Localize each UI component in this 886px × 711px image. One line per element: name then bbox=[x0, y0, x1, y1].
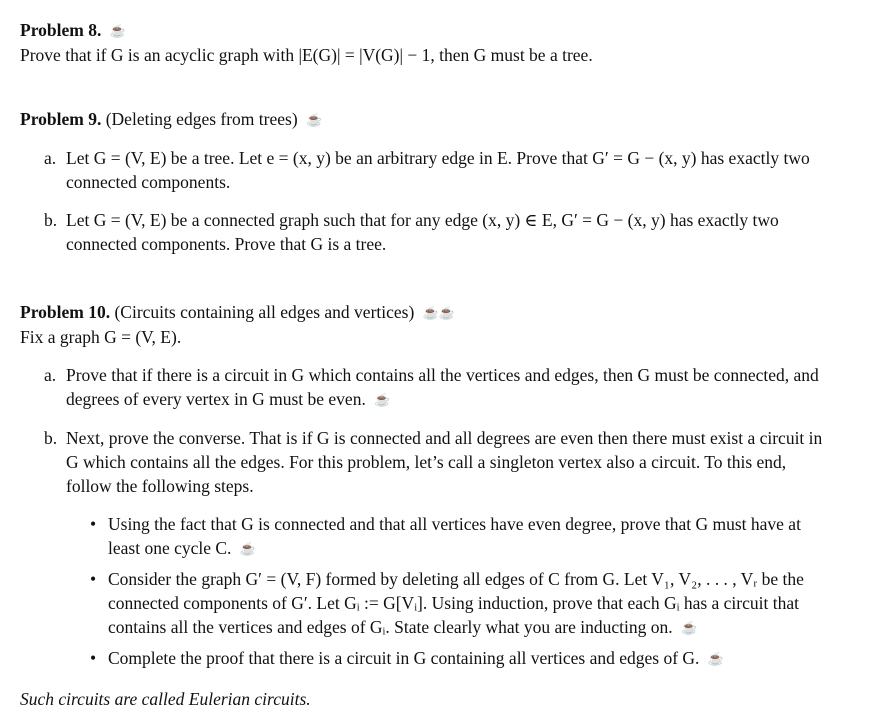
coffee-cup-icon: ☕☕ bbox=[422, 305, 456, 320]
part-label: b. bbox=[44, 210, 58, 230]
part-text: Let G = (V, E) be a tree. Let e = (x, y) be an arbitrary edge in E. Prove that G′ = G − (x, y) has exactly two connected components. bbox=[66, 148, 810, 192]
step-list bbox=[20, 512, 830, 671]
closing-note: Such circuits are called Eulerian circuits. bbox=[20, 689, 311, 709]
problem-10-part-a bbox=[20, 363, 830, 412]
coffee-cup-icon: ☕ bbox=[306, 112, 323, 127]
part-label: a. bbox=[44, 148, 57, 168]
problem-9-title: Problem 9. bbox=[20, 109, 102, 129]
problem-9-subtitle: (Deleting edges from trees) bbox=[105, 109, 298, 129]
problem-10-title: Problem 10. bbox=[20, 302, 111, 322]
part-label: a. bbox=[44, 365, 57, 385]
coffee-cup-icon: ☕ bbox=[109, 23, 126, 38]
list-item: • Consider the graph G′ = (V, F) formed by deleting all edges of C from G. Let V₁, V₂, . . . , Vᵣ be the connected components of G′. Let Gᵢ := G[Vᵢ]. Using induction, prove that each Gᵢ has a circuit that contains all the vertices and edges of Gᵢ. State clearly what you are inducting on. ☕ bbox=[20, 567, 830, 640]
problem-8-title: Problem 8. bbox=[20, 20, 102, 40]
problem-10-subtitle: (Circuits containing all edges and vertices) bbox=[114, 302, 415, 322]
problem-10-part-b bbox=[20, 426, 830, 498]
part-text: Prove that if there is a circuit in G which contains all the vertices and edges, then G must be connected, and degrees of every vertex in G must be even. bbox=[66, 365, 819, 409]
part-text: Let G = (V, E) be a connected graph such that for any edge (x, y) ∈ E, G′ = G − (x, y) has exactly two connected components. Prove that G is a tree. bbox=[66, 210, 779, 254]
coffee-cup-icon: ☕ bbox=[681, 620, 698, 635]
list-item: • Complete the proof that there is a circuit in G containing all vertices and edges of G. ☕ bbox=[20, 646, 830, 671]
problem-9-part-a bbox=[20, 146, 830, 194]
problem-10-intro: Fix a graph G = (V, E). bbox=[20, 327, 182, 347]
coffee-cup-icon: ☕ bbox=[707, 651, 724, 666]
problem-8 bbox=[20, 18, 830, 67]
part-text: Next, prove the converse. That is if G is connected and all degrees are even then there must exist a circuit in G which contains all the edges. For this problem, let’s call a singleton vertex also a circuit. To this end, follow the following steps. bbox=[66, 428, 823, 496]
coffee-cup-icon: ☕ bbox=[239, 541, 256, 556]
part-label: b. bbox=[44, 428, 58, 448]
list-item: • Using the fact that G is connected and that all vertices have even degree, prove that G must have at least one cycle C. ☕ bbox=[20, 512, 830, 561]
problem-9-part-b bbox=[20, 208, 830, 256]
problem-10 bbox=[20, 300, 830, 671]
problem-8-text: Prove that if G is an acyclic graph with |E(G)| = |V(G)| − 1, then G must be a tree. bbox=[20, 45, 593, 65]
problem-sheet bbox=[20, 18, 830, 711]
coffee-cup-icon: ☕ bbox=[374, 392, 391, 407]
problem-9 bbox=[20, 107, 830, 256]
